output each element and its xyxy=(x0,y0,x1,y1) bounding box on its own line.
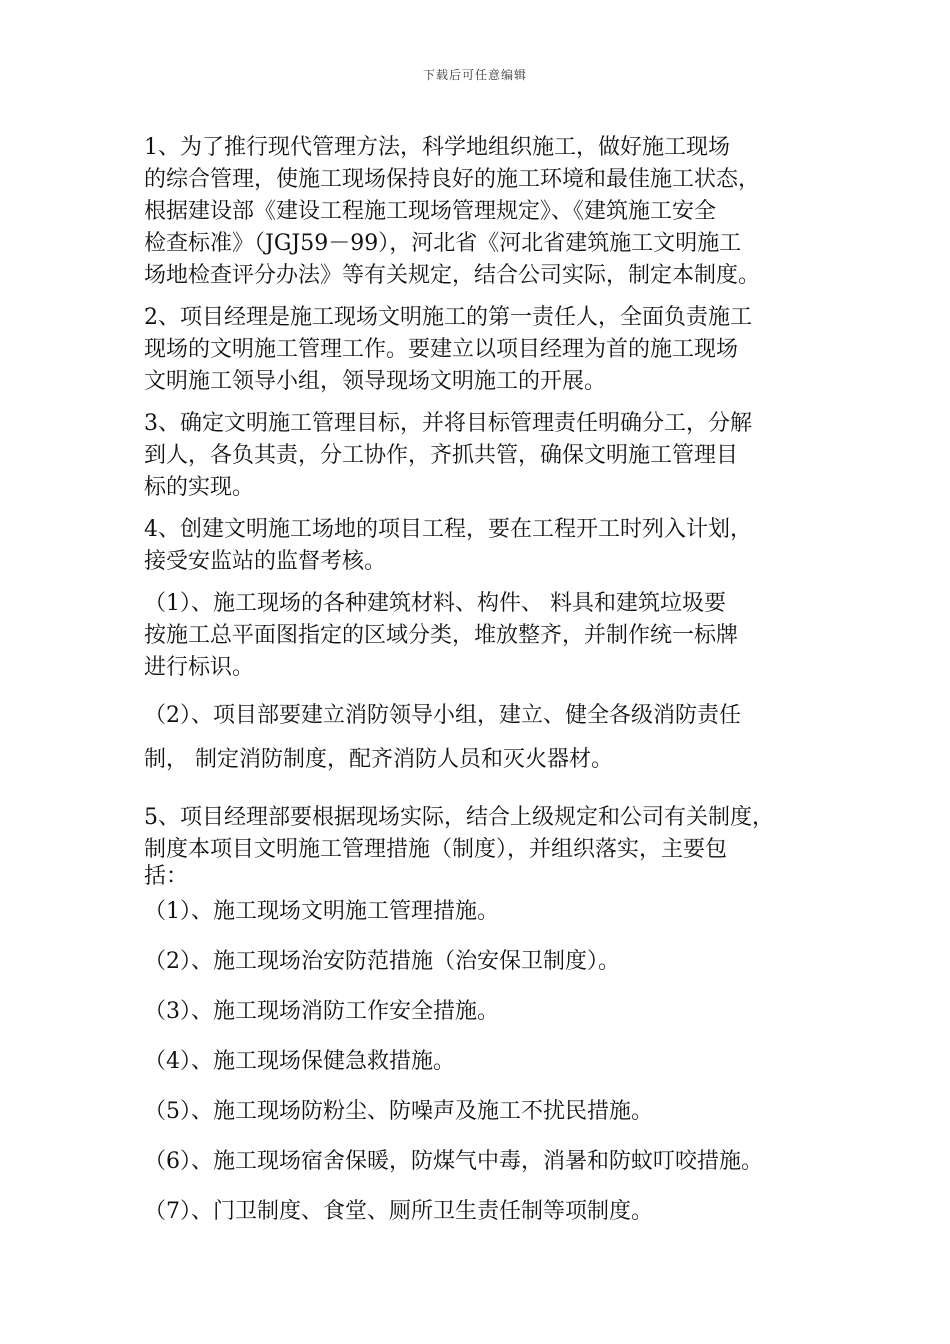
document-body xyxy=(144,132,824,1228)
list-item: （4）、施工现场保健急救措施。 xyxy=(144,1049,455,1074)
paragraph-4 xyxy=(144,514,824,578)
paragraph-2 xyxy=(144,302,824,398)
list-item: （3）、施工现场消防工作安全措施。 xyxy=(144,999,499,1024)
paragraph-line: 现场的文明施工管理工作。要建立以项目经理为首的施工现场 xyxy=(144,337,739,362)
paragraph-line: （2）、项目部要建立消防领导小组，建立、健全各级消防责任 xyxy=(144,703,741,728)
paragraph-line: 4、创建文明施工场地的项目工程，要在工程开工时列入计划， xyxy=(144,517,752,542)
paragraph-4-item-1 xyxy=(144,588,824,684)
paragraph-5 xyxy=(144,802,824,888)
paragraph-4-item-2 xyxy=(144,694,824,782)
page-header: 下载后可任意编辑 xyxy=(422,68,527,82)
paragraph-line: 进行标识。 xyxy=(144,655,255,680)
paragraph-line: 检查标准》（JGJ59－99），河北省《河北省建筑施工文明施工 xyxy=(144,231,742,256)
paragraph-line: 根据建设部《建设工程施工现场管理规定》、《建筑施工安全 xyxy=(144,199,717,224)
paragraph-line: 制度本项目文明施工管理措施（制度），并组织落实，主要包 xyxy=(144,837,728,862)
paragraph-3 xyxy=(144,408,824,504)
paragraph-line: 的综合管理，使施工现场保持良好的施工环境和最佳施工状态， xyxy=(144,167,761,192)
paragraph-line: 文明施工领导小组，领导现场文明施工的开展。 xyxy=(144,369,607,394)
paragraph-line: 标的实现。 xyxy=(144,475,255,500)
paragraph-line: 2、项目经理是施工现场文明施工的第一责任人，全面负责施工 xyxy=(144,305,752,330)
paragraph-line: 按施工总平面图指定的区域分类，堆放整齐，并制作统一标牌 xyxy=(144,623,739,648)
list-item: （1）、施工现场文明施工管理措施。 xyxy=(144,899,499,924)
paragraph-line: 接受安监站的监督考核。 xyxy=(144,549,387,574)
paragraph-line: 5、项目经理部要根据现场实际，结合上级规定和公司有关制度， xyxy=(144,805,774,830)
list-item: （5）、施工现场防粉尘、防噪声及施工不扰民措施。 xyxy=(144,1099,653,1124)
paragraph-line: 1、为了推行现代管理方法，科学地组织施工，做好施工现场 xyxy=(144,135,730,160)
list-item: （7）、门卫制度、食堂、厕所卫生责任制等项制度。 xyxy=(144,1199,653,1224)
paragraph-line: 制， 制定消防制度，配齐消防人员和灭火器材。 xyxy=(144,747,613,772)
paragraph-line: 场地检查评分办法》等有关规定，结合公司实际，制定本制度。 xyxy=(144,263,761,288)
list-item: （6）、施工现场宿舍保暖，防煤气中毒，消暑和防蚊叮咬措施。 xyxy=(144,1149,763,1174)
list-item: （2）、施工现场治安防范措施（治安保卫制度）。 xyxy=(144,949,620,974)
paragraph-line: （1）、施工现场的各种建筑材料、构件、 料具和建筑垃圾要 xyxy=(144,591,726,616)
paragraph-line: 到人，各负其责，分工协作，齐抓共管，确保文明施工管理目 xyxy=(144,443,739,468)
paragraph-line: 3、确定文明施工管理目标，并将目标管理责任明确分工，分解 xyxy=(144,411,752,436)
measures-list xyxy=(144,896,824,1228)
paragraph-line: 括： xyxy=(144,864,189,889)
paragraph-1 xyxy=(144,132,824,292)
